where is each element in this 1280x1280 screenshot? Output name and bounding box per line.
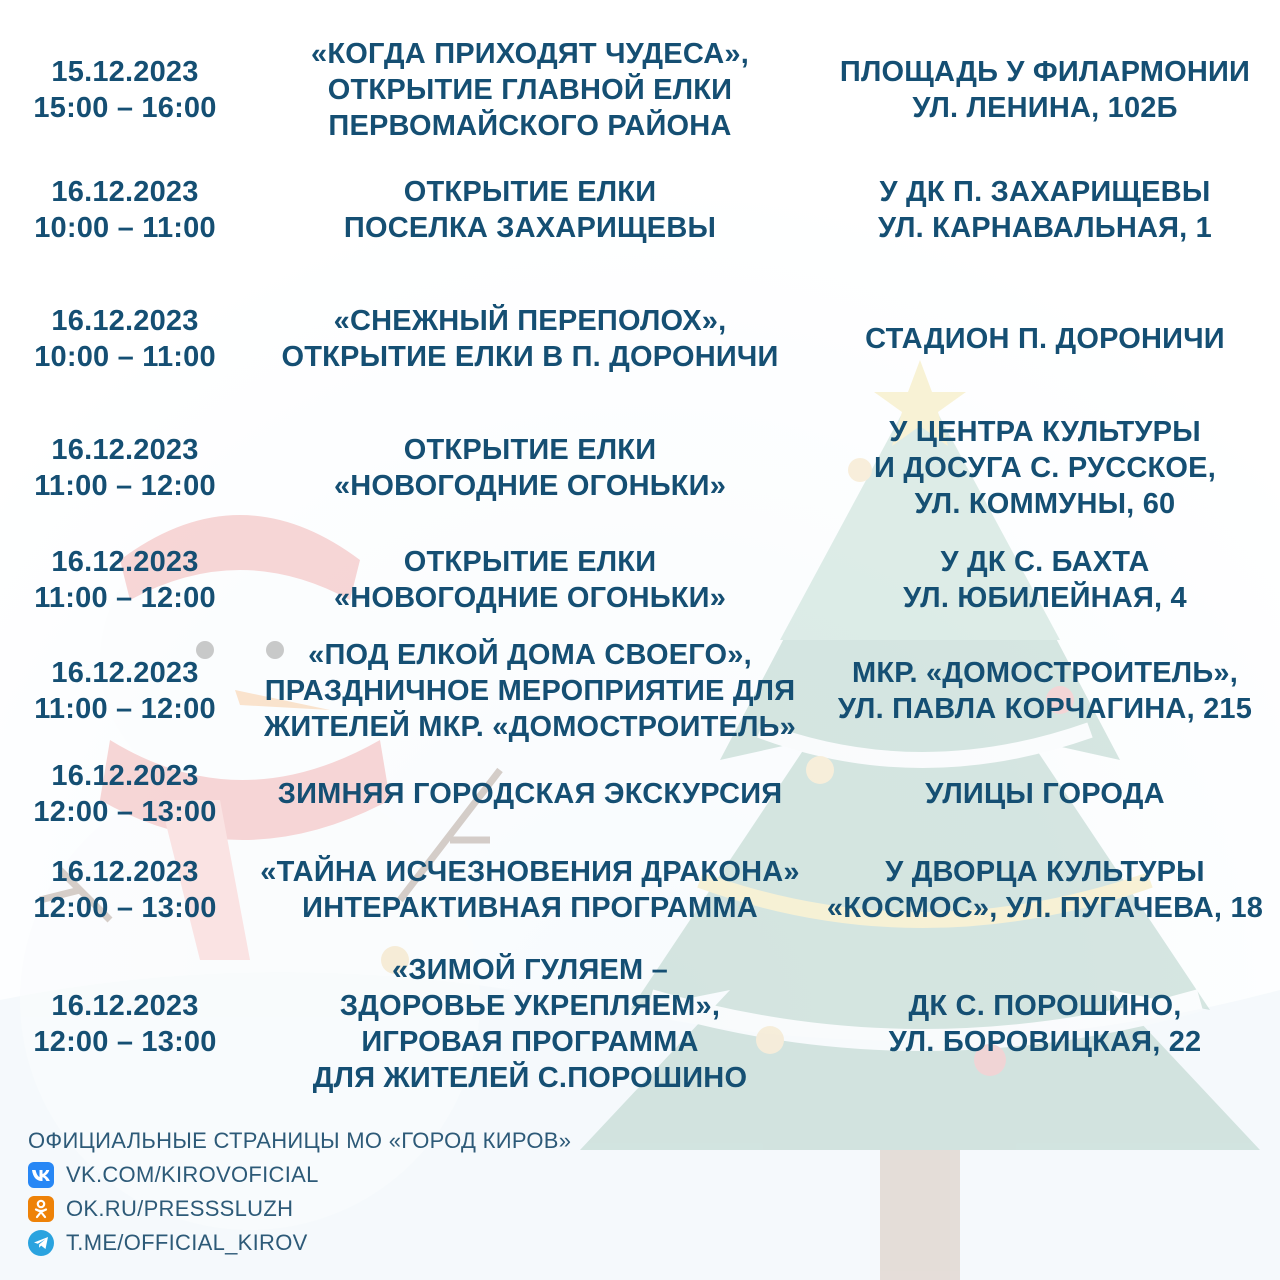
event-place-line: УЛ. ПАВЛА КОРЧАГИНА, 215: [837, 693, 1253, 725]
event-place-line: ДК С. ПОРОШИНО,: [908, 990, 1182, 1022]
event-time: 12:00 – 13:00: [33, 796, 217, 828]
event-datetime: [0, 36, 250, 144]
event-title-line: ОТКРЫТИЕ ЕЛКИ В П. ДОРОНИЧИ: [281, 341, 779, 373]
event-title-line: ЖИТЕЛЕЙ МКР. «ДОМОСТРОИТЕЛЬ»: [263, 711, 796, 743]
event-row: [0, 637, 1280, 745]
event-place-line: УЛ. КОММУНЫ, 60: [914, 488, 1176, 520]
event-date: 16.12.2023: [51, 657, 199, 689]
event-date: 16.12.2023: [51, 305, 199, 337]
event-title-line: «ПОД ЕЛКОЙ ДОМА СВОЕГО»,: [308, 639, 752, 671]
vk-link-text: VK.COM/KIROVOFICIAL: [66, 1162, 319, 1187]
event-date: 16.12.2023: [51, 760, 199, 792]
vk-link[interactable]: [28, 1158, 571, 1192]
event-time: 15:00 – 16:00: [33, 92, 217, 124]
event-place: [810, 854, 1280, 926]
telegram-link[interactable]: [28, 1226, 571, 1260]
event-title-line: «ТАЙНА ИСЧЕЗНОВЕНИЯ ДРАКОНА»: [260, 856, 800, 888]
event-row: [0, 36, 1280, 144]
event-place-line: У ДК П. ЗАХАРИЩЕВЫ: [879, 176, 1211, 208]
event-place-line: УЛ. БОРОВИЦКАЯ, 22: [888, 1026, 1202, 1058]
event-date: 15.12.2023: [51, 56, 199, 88]
event-date: 16.12.2023: [51, 434, 199, 466]
event-place-line: УЛ. ЛЕНИНА, 102Б: [912, 92, 1178, 124]
event-title-line: «НОВОГОДНИЕ ОГОНЬКИ»: [333, 582, 727, 614]
event-date: 16.12.2023: [51, 856, 199, 888]
event-title: [250, 637, 810, 745]
event-row: [0, 542, 1280, 618]
event-title-line: «СНЕЖНЫЙ ПЕРЕПОЛОХ»,: [333, 305, 727, 337]
event-row: [0, 303, 1280, 375]
event-date: 16.12.2023: [51, 990, 199, 1022]
event-title: [250, 174, 810, 246]
event-place: [810, 414, 1280, 522]
event-date: 16.12.2023: [51, 176, 199, 208]
event-row: [0, 952, 1280, 1096]
event-title-line: ОТКРЫТИЕ ЕЛКИ: [403, 176, 657, 208]
event-title-line: «НОВОГОДНИЕ ОГОНЬКИ»: [333, 470, 727, 502]
ok-icon: [28, 1196, 54, 1222]
event-title-line: ДЛЯ ЖИТЕЛЕЙ С.ПОРОШИНО: [312, 1062, 748, 1094]
event-title-line: ОТКРЫТИЕ ГЛАВНОЙ ЕЛКИ: [327, 74, 733, 106]
event-place-line: У ЦЕНТРА КУЛЬТУРЫ: [889, 416, 1201, 448]
event-title-line: ПОСЕЛКА ЗАХАРИЩЕВЫ: [343, 212, 717, 244]
event-row: [0, 414, 1280, 522]
event-datetime: [0, 854, 250, 926]
event-time: 10:00 – 11:00: [34, 212, 216, 244]
event-title-line: «ЗИМОЙ ГУЛЯЕМ –: [391, 954, 668, 986]
event-place: [810, 174, 1280, 246]
event-title-line: ЗДОРОВЬЕ УКРЕПЛЯЕМ»,: [339, 990, 721, 1022]
event-place-line: ПЛОЩАДЬ У ФИЛАРМОНИИ: [839, 56, 1251, 88]
event-place-line: У ДК С. БАХТА: [940, 546, 1150, 578]
vk-icon: [28, 1162, 54, 1188]
telegram-icon: [28, 1230, 54, 1256]
event-row: [0, 756, 1280, 832]
telegram-link-text: T.ME/OFFICIAL_KIROV: [66, 1230, 308, 1255]
event-title-line: ОТКРЫТИЕ ЕЛКИ: [403, 546, 657, 578]
official-pages-footer: [28, 1124, 571, 1260]
event-datetime: [0, 414, 250, 522]
event-time: 11:00 – 12:00: [34, 582, 216, 614]
event-date: 16.12.2023: [51, 546, 199, 578]
event-title: [250, 303, 810, 375]
event-place-line: УЛИЦЫ ГОРОДА: [925, 778, 1165, 810]
event-title-line: «КОГДА ПРИХОДЯТ ЧУДЕСА»,: [311, 38, 749, 70]
event-title: [250, 854, 810, 926]
event-place: [810, 637, 1280, 745]
event-place: [810, 303, 1280, 375]
event-title-line: ПЕРВОМАЙСКОГО РАЙОНА: [328, 110, 732, 142]
event-row: [0, 174, 1280, 246]
event-place-line: УЛ. КАРНАВАЛЬНАЯ, 1: [877, 212, 1213, 244]
ok-link[interactable]: [28, 1192, 571, 1226]
event-time: 11:00 – 12:00: [34, 693, 216, 725]
event-datetime: [0, 756, 250, 832]
event-place-line: МКР. «ДОМОСТРОИТЕЛЬ»,: [852, 657, 1238, 689]
event-title-line: ПРАЗДНИЧНОЕ МЕРОПРИЯТИЕ ДЛЯ: [264, 675, 796, 707]
event-place-line: И ДОСУГА С. РУССКОЕ,: [874, 452, 1216, 484]
event-place-line: «КОСМОС», УЛ. ПУГАЧЕВА, 18: [826, 892, 1264, 924]
event-datetime: [0, 174, 250, 246]
event-place: [810, 952, 1280, 1096]
event-time: 12:00 – 13:00: [33, 892, 217, 924]
event-title: [250, 414, 810, 522]
event-place: [810, 756, 1280, 832]
event-place: [810, 542, 1280, 618]
event-place-line: УЛ. ЮБИЛЕЙНАЯ, 4: [903, 582, 1187, 614]
event-datetime: [0, 542, 250, 618]
ok-link-text: OK.RU/PRESSSLUZH: [66, 1196, 294, 1221]
event-title-line: ОТКРЫТИЕ ЕЛКИ: [403, 434, 657, 466]
event-title-line: ИГРОВАЯ ПРОГРАММА: [361, 1026, 699, 1058]
event-time: 10:00 – 11:00: [34, 341, 216, 373]
event-datetime: [0, 637, 250, 745]
event-time: 11:00 – 12:00: [34, 470, 216, 502]
event-title: [250, 36, 810, 144]
event-datetime: [0, 303, 250, 375]
event-title: [250, 756, 810, 832]
event-place-line: СТАДИОН П. ДОРОНИЧИ: [865, 323, 1225, 355]
event-row: [0, 854, 1280, 926]
event-time: 12:00 – 13:00: [33, 1026, 217, 1058]
event-title: [250, 952, 810, 1096]
event-place: [810, 36, 1280, 144]
event-place-line: У ДВОРЦА КУЛЬТУРЫ: [885, 856, 1205, 888]
event-title: [250, 542, 810, 618]
event-title-line: ЗИМНЯЯ ГОРОДСКАЯ ЭКСКУРСИЯ: [277, 778, 783, 810]
event-title-line: ИНТЕРАКТИВНАЯ ПРОГРАММА: [302, 892, 758, 924]
event-datetime: [0, 952, 250, 1096]
footer-title: ОФИЦИАЛЬНЫЕ СТРАНИЦЫ МО «ГОРОД КИРОВ»: [28, 1128, 572, 1153]
